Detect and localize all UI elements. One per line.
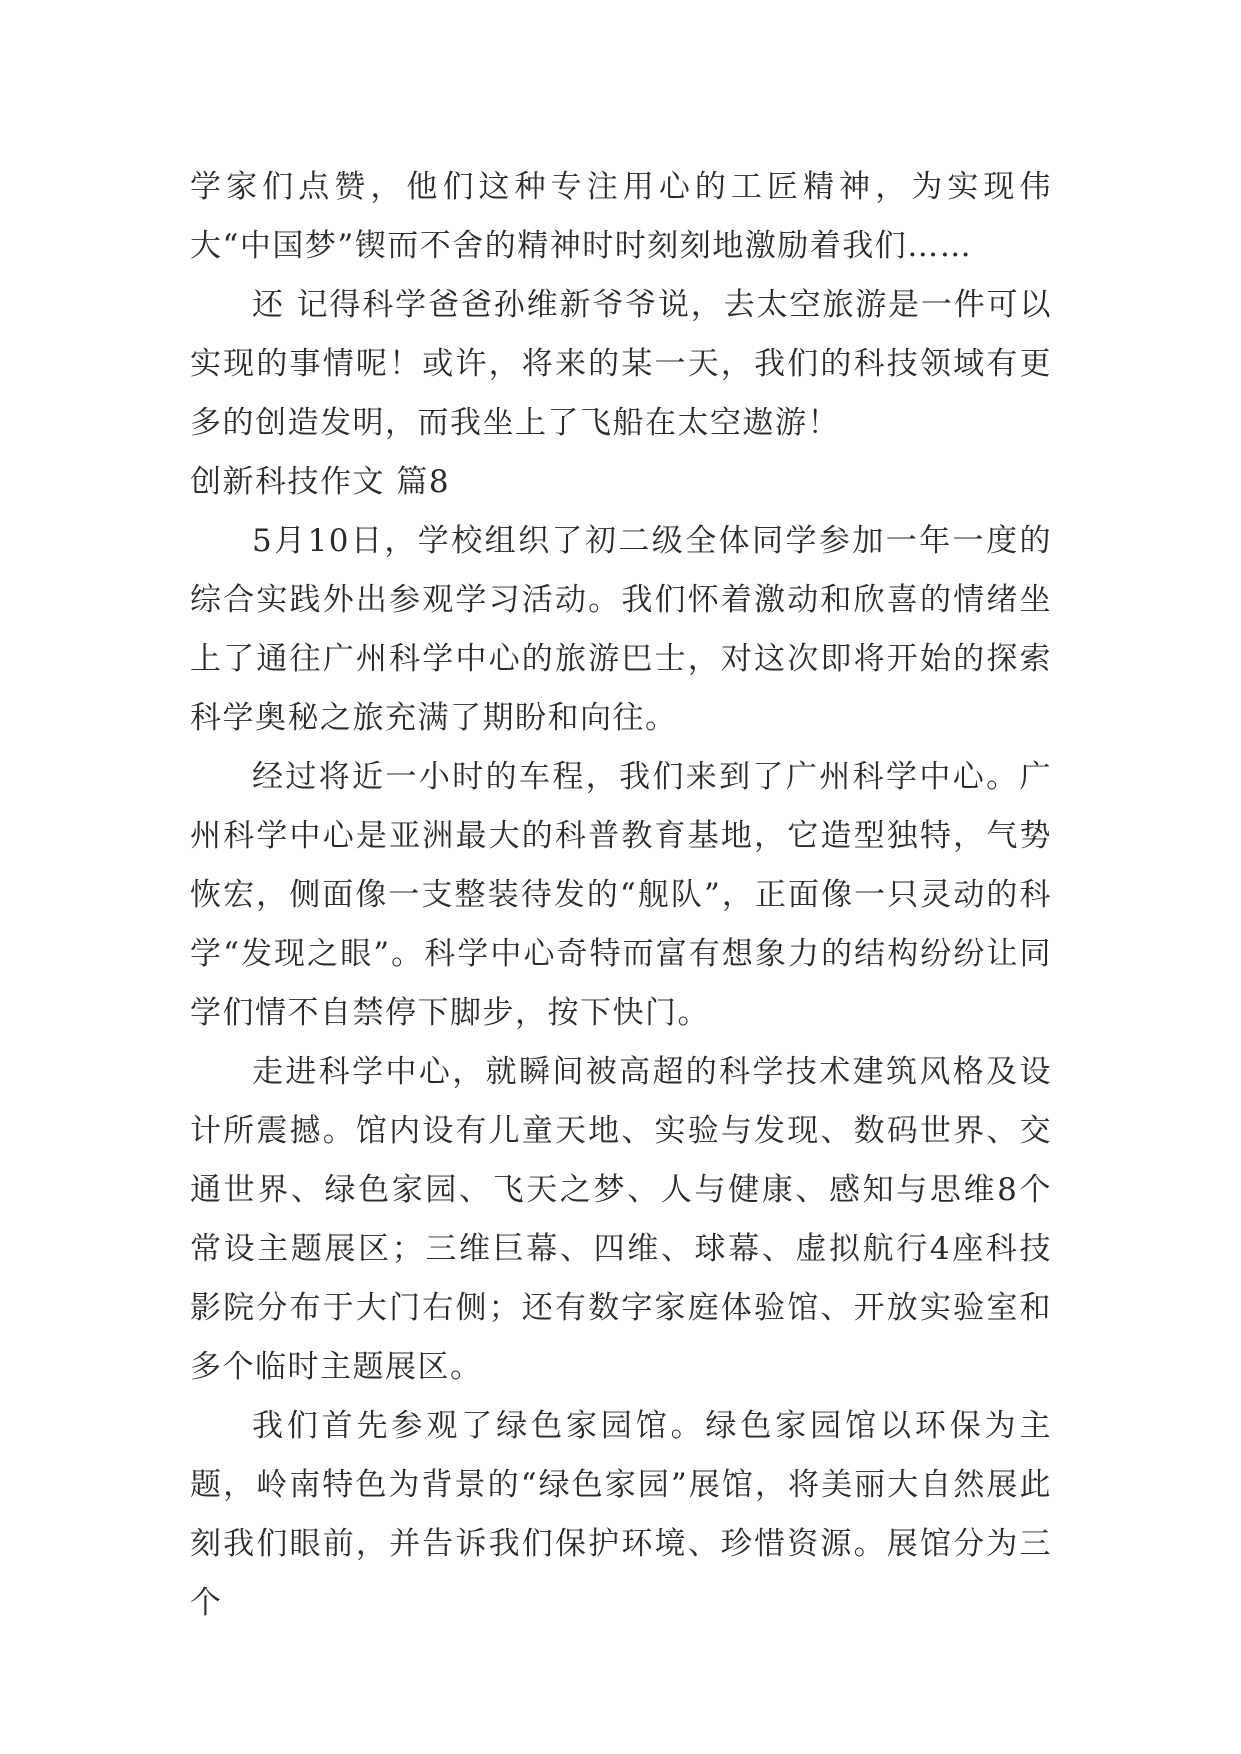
paragraph-continuation: 学家们点赞，他们这种专注用心的工匠精神，为实现伟大“中国梦”锲而不舍的精神时时刻刻地激励着我们…… bbox=[190, 169, 1052, 264]
paragraph-green-home: 我们首先参观了绿色家园馆。绿色家园馆以环保为主题，岭南特色为背景的“绿色家园”展馆，将美丽大自然展此刻我们眼前，并告诉我们保护环境、珍惜资源。展馆分为三个 bbox=[190, 1408, 1052, 1621]
document-body bbox=[190, 158, 1052, 1633]
paragraph-trip-intro: 5月10日，学校组织了初二级全体同学参加一年一度的综合实践外出参观学习活动。我们怀着激动和欣喜的情绪坐上了通往广州科学中心的旅游巴士，对这次即将开始的探索科学奥秘之旅充满了期盼和向往。 bbox=[190, 523, 1052, 736]
paragraph-arrival: 经过将近一小时的车程，我们来到了广州科学中心。广州科学中心是亚洲最大的科普教育基地，它造型独特，气势恢宏，侧面像一支整装待发的“舰队”，正面像一只灵动的科学“发现之眼”。科学中心奇特而富有想象力的结构纷纷让同学们情不自禁停下脚步，按下快门。 bbox=[190, 759, 1052, 1031]
paragraph-exhibits: 走进科学中心，就瞬间被高超的科学技术建筑风格及设计所震撼。馆内设有儿童天地、实验与发现、数码世界、交通世界、绿色家园、飞天之梦、人与健康、感知与思维8个常设主题展区；三维巨幕、四维、球幕、虚拟航行4座科技影院分布于大门右侧；还有数字家庭体验馆、开放实验室和多个临时主题展区。 bbox=[190, 1054, 1052, 1385]
paragraph-space-travel: 还 记得科学爸爸孙维新爷爷说，去太空旅游是一件可以实现的事情呢！或许，将来的某一天，我们的科技领域有更多的创造发明，而我坐上了飞船在太空遨游！ bbox=[190, 287, 1052, 441]
section-heading: 创新科技作文 篇8 bbox=[190, 464, 451, 500]
